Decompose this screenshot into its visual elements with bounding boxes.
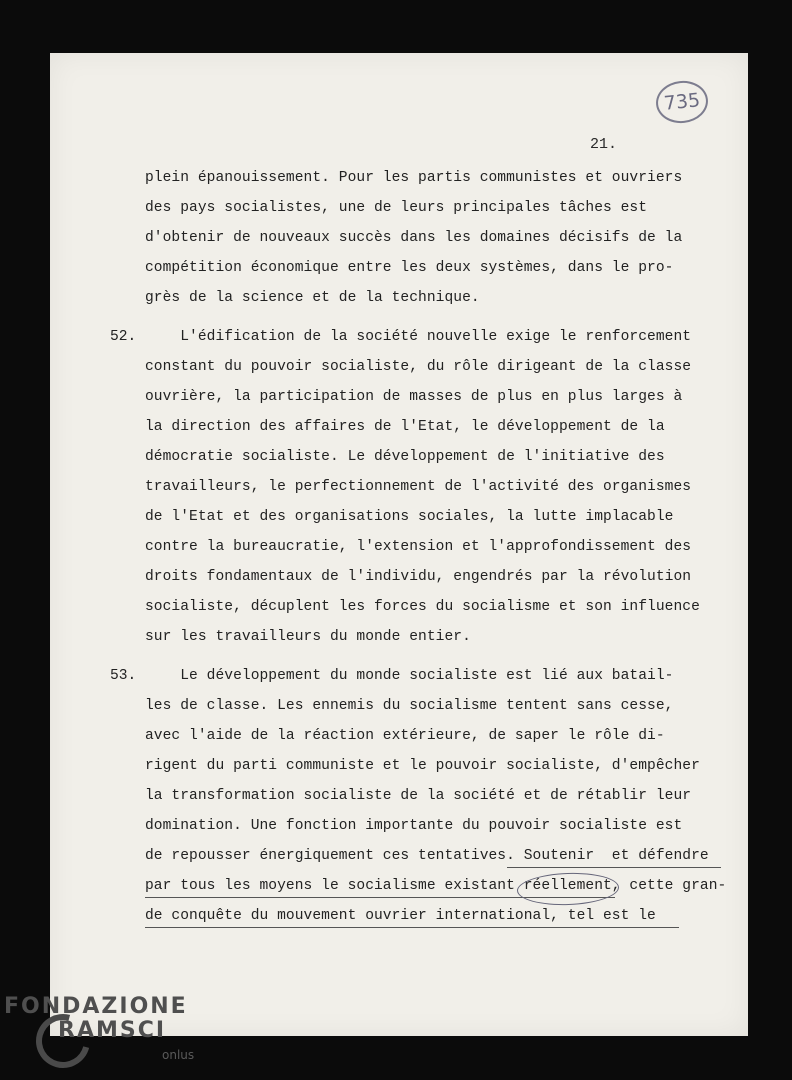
text-line: de l'Etat et des organisations sociales, la lutte implacable (145, 509, 674, 525)
text-line: de conquête du mouvement ouvrier international, tel est le (145, 908, 656, 924)
text-line: droits fondamentaux de l'individu, engendrés par la révolution (145, 569, 692, 585)
text-line: sur les travailleurs du monde entier. (145, 629, 471, 645)
text-line: de repousser énergiquement ces tentatives. Soutenir et défendre (145, 848, 709, 864)
page-number: 21. (590, 136, 618, 153)
text-line: les de classe. Les ennemis du socialisme tentent sans cesse, (145, 698, 674, 714)
underline-mark (507, 867, 721, 868)
text-line: la transformation socialiste de la société et de rétablir leur (145, 788, 692, 804)
watermark-onlus: onlus (162, 1048, 195, 1062)
text-line: avec l'aide de la réaction extérieure, de saper le rôle di- (145, 728, 665, 744)
text-line: plein épanouissement. Pour les partis communistes et ouvriers (145, 170, 683, 186)
text-line: grès de la science et de la technique. (145, 290, 480, 306)
text-line: constant du pouvoir socialiste, du rôle dirigeant de la classe (145, 359, 692, 375)
text-line: la direction des affaires de l'Etat, le développement de la (145, 419, 665, 435)
text-line: des pays socialistes, une de leurs principales tâches est (145, 200, 648, 216)
paragraph-number: 53. (110, 668, 137, 684)
text-line: Le développement du monde socialiste est lié aux batail- (145, 668, 674, 684)
text-line: travailleurs, le perfectionnement de l'activité des organismes (145, 479, 692, 495)
watermark-logo-text: RAMSCI (58, 1018, 167, 1043)
text-line: d'obtenir de nouveaux succès dans les domaines décisifs de la (145, 230, 683, 246)
text-line: socialiste, décuplent les forces du socialisme et son influence (145, 599, 700, 615)
archive-stamp: 735 (654, 78, 710, 125)
text-line: ouvrière, la participation de masses de plus en plus larges à (145, 389, 683, 405)
text-line: rigent du parti communiste et le pouvoir socialiste, d'empêcher (145, 758, 700, 774)
text-line: par tous les moyens le socialisme existant réellement, cette gran- (145, 878, 727, 894)
text-line: compétition économique entre les deux systèmes, dans le pro- (145, 260, 674, 276)
text-line: contre la bureaucratie, l'extension et l'approfondissement des (145, 539, 692, 555)
text-line: domination. Une fonction importante du pouvoir socialiste est (145, 818, 683, 834)
text-line: L'édification de la société nouvelle exige le renforcement (145, 329, 692, 345)
watermark-logo-text: FONDAZIONE (4, 994, 188, 1019)
underline-mark (145, 927, 679, 928)
text-line: démocratie socialiste. Le développement de l'initiative des (145, 449, 665, 465)
paragraph-number: 52. (110, 329, 137, 345)
